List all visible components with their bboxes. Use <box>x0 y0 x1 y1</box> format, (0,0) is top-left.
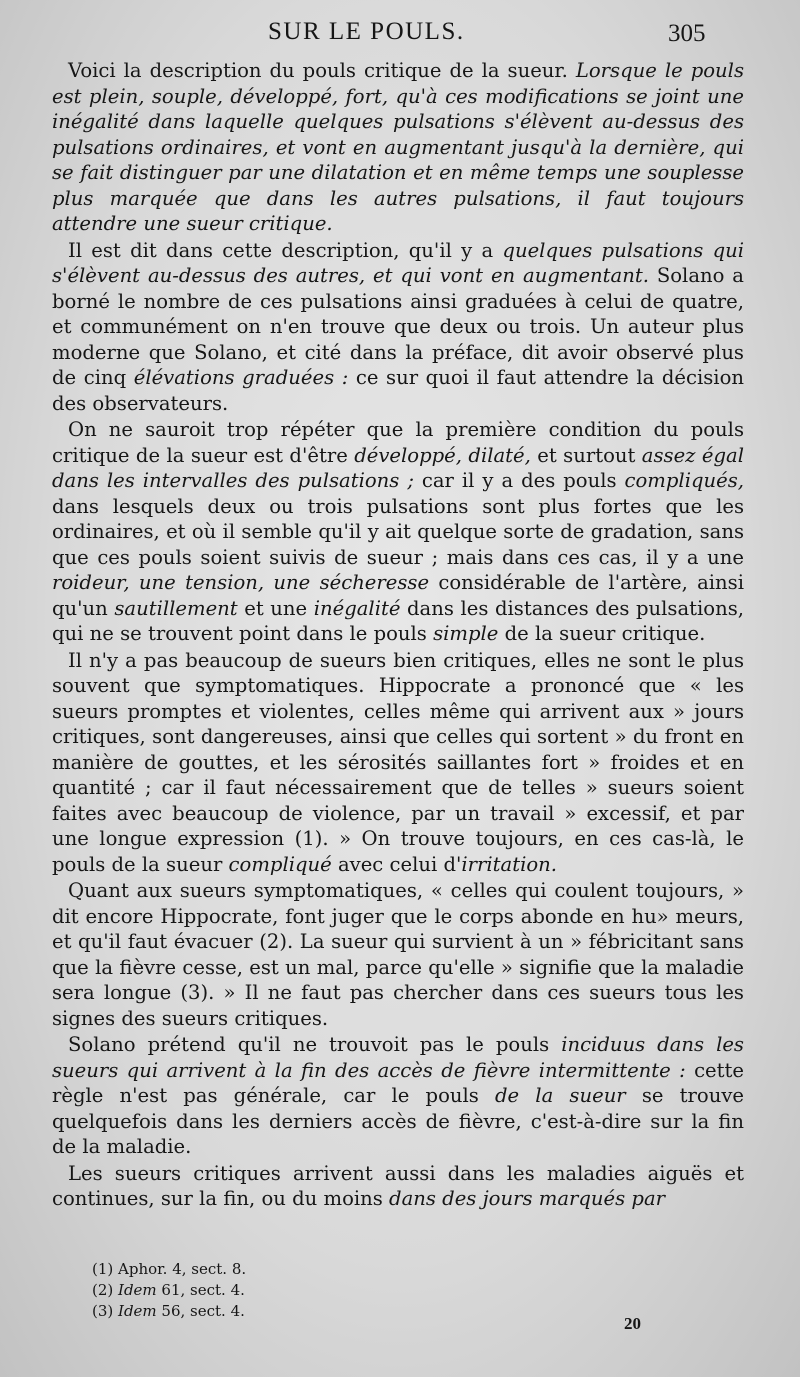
text-run: (1) Aphor. 4, sect. 8. <box>92 1260 247 1278</box>
text-run: considérable de l'artère, ainsi qu'un <box>52 571 744 620</box>
italic-text: quelques pulsations qui s'élèvent au-dessus des autres, et qui vont en augmentant. <box>52 238 745 287</box>
paragraph <box>52 58 744 237</box>
text-run: Il est dit dans cette description, qu'il y a <box>68 238 503 262</box>
paragraph <box>52 1161 744 1212</box>
text-run: cette règle n'est pas générale, car le pouls <box>52 1058 744 1107</box>
text-run: se trouve quelquefois dans les derniers accès de fièvre, c'est-à-dire sur la fin de la maladie. <box>52 1084 744 1158</box>
footnote <box>92 1259 492 1280</box>
italic-text: de la sueur <box>495 1084 626 1107</box>
text-run: (3) <box>92 1302 119 1320</box>
text-run: Quant aux sueurs symptomatiques, « celles qui coulent toujours, » dit encore Hippocrate, font juger que le corps abonde en hu» meurs, et qu'il faut évacuer (2). La sueur qui survient à un » fébricitant sans que la fièvre cesse, est un mal, parce qu'elle » signifie que la maladie sera longue (3). » Il ne faut pas chercher dans ces sueurs tous les signes des sueurs critiques. <box>52 879 744 1030</box>
text-run: Les sueurs critiques arrivent aussi dans les maladies aiguës et continues, sur la fin, ou du moins <box>52 1161 744 1210</box>
italic-text: Lorsque le pouls est plein, souple, développé, fort, qu'à ces modifications se joint une inégalité dans laquelle quelques pulsations s'élèvent au-dessus des pulsations ordinaires, et vont en augmentant jusqu'à la dernière, qui se fait distinguer par une dilatation et en même temps une souplesse plus marquée que dans les autres pulsations, il faut toujours attendre une sueur critique. <box>52 59 745 235</box>
italic-text: sautillement <box>114 596 238 620</box>
paragraph <box>52 878 744 1031</box>
italic-text: Idem <box>118 1281 157 1299</box>
text-run: Solano prétend qu'il ne trouvoit pas le pouls <box>68 1033 562 1056</box>
italic-text: roideur, une tension, une sécheresse <box>52 571 430 594</box>
page-header <box>0 18 800 52</box>
text-run: car il y a des pouls <box>413 469 625 492</box>
footnote <box>92 1280 492 1301</box>
paragraph <box>52 238 744 417</box>
paragraph <box>52 417 744 647</box>
footnotes <box>92 1259 492 1322</box>
italic-text: assez égal dans les intervalles des pulsations ; <box>52 443 745 492</box>
italic-text: élévations graduées : <box>133 366 349 389</box>
text-run: Voici la description du pouls critique de la sueur. <box>68 59 576 82</box>
text-run: (2) <box>92 1281 119 1299</box>
text-run: et surtout <box>530 443 642 467</box>
italic-text: développé, dilaté, <box>354 443 531 467</box>
body-text <box>52 58 744 1212</box>
text-run: dans lesquels deux ou trois pulsations sont plus fortes que les ordinaires, et où il semble qu'il y ait quelque sorte de gradation, sans que ces pouls soient suivis de sueur ; mais dans ces cas, il y a une <box>52 494 744 569</box>
footnote <box>92 1301 492 1322</box>
running-head: SUR LE POULS. <box>268 18 465 45</box>
italic-text: compliqués, <box>624 469 744 492</box>
italic-text: dans des jours marqués par <box>389 1187 665 1210</box>
italic-text: compliqué <box>228 852 332 876</box>
text-run: de la sueur critique. <box>498 622 706 645</box>
paragraph <box>52 1032 744 1160</box>
page-number: 305 <box>668 20 706 47</box>
text-run: 56, sect. 4. <box>156 1302 245 1320</box>
italic-text: inégalité <box>313 596 401 620</box>
italic-text: irritation. <box>461 852 557 876</box>
text-run: et une <box>237 596 314 620</box>
italic-text: inciduus dans les sueurs qui arrivent à la fin des accès de fièvre intermittente : <box>52 1033 744 1082</box>
paragraph <box>52 648 744 878</box>
italic-text: Idem <box>118 1302 157 1320</box>
text-run: 61, sect. 4. <box>156 1281 245 1299</box>
text-run: ce sur quoi il faut attendre la décision des observateurs. <box>52 366 744 415</box>
text-run: Solano a borné le nombre de ces pulsations ainsi graduées à celui de quatre, et communément on n'en trouve que deux ou trois. Un auteur plus moderne que Solano, et cité dans la préface, dit avoir observé plus de cinq <box>52 264 744 389</box>
text-run: On ne sauroit trop répéter que la première condition du pouls critique de la sueur est d'être <box>52 418 744 467</box>
text-run: avec celui d' <box>331 852 462 876</box>
italic-text: simple <box>433 622 499 645</box>
signature-mark: 20 <box>624 1314 641 1333</box>
text-run: dans les distances des pulsations, qui ne se trouvent point dans le pouls <box>52 596 745 645</box>
text-run: Il n'y a pas beaucoup de sueurs bien critiques, elles ne sont le plus souvent que symptomatiques. Hippocrate a prononcé que « les sueurs promptes et violentes, celles même qui arrivent aux » jours critiques, sont dangereuses, ainsi que celles qui sortent » du front en manière de gouttes, et les sérosités saillantes fort » froides et en quantité ; car il faut nécessairement que de telles » sueurs soient faites avec beaucoup de violence, par un travail » excessif, et par une longue expression (1). » On trouve toujours, en ces cas-là, le pouls de la sueur <box>52 648 744 876</box>
